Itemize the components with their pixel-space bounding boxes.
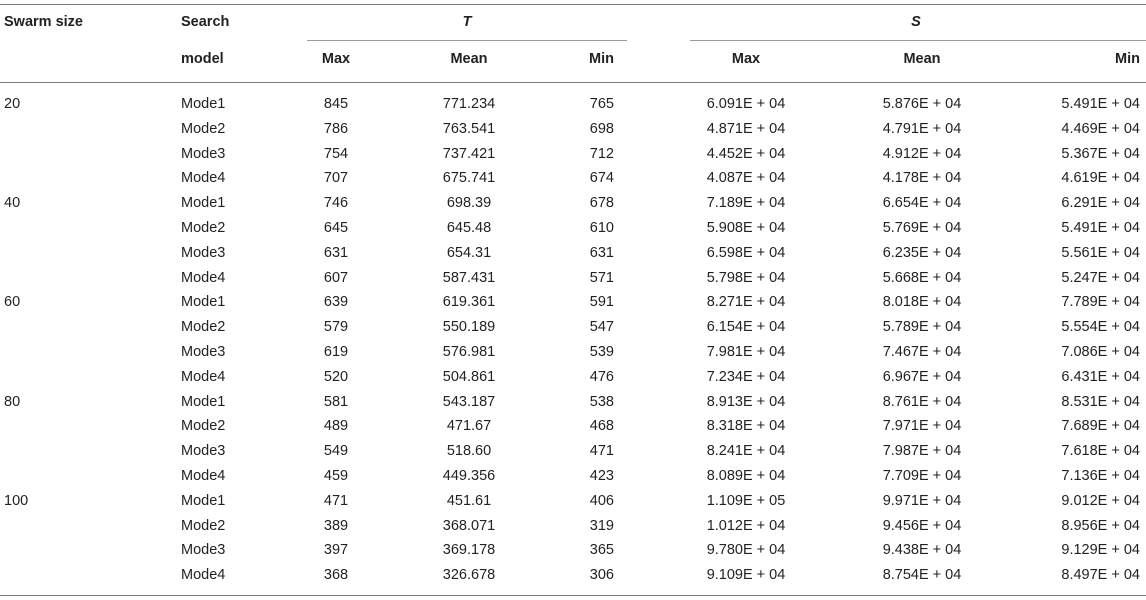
- cell-t-min: 406: [589, 492, 614, 509]
- cell-t-max: 754: [323, 145, 349, 162]
- group-s-rule: [690, 40, 1146, 41]
- cell-s-max: 5.908E + 04: [706, 220, 786, 236]
- cell-s-mean: 4.178E + 04: [882, 170, 962, 187]
- header-model: model: [181, 51, 224, 67]
- cell-search-model: Mode2: [181, 319, 226, 336]
- cell-s-max: 4.087E + 04: [706, 170, 786, 187]
- cell-t-mean: 449.356: [442, 468, 496, 484]
- cell-t-min: 319: [589, 517, 614, 534]
- cell-t-mean: 543.187: [442, 393, 496, 410]
- cell-t-max: 639: [323, 294, 349, 311]
- cell-search-model: Mode1: [181, 294, 226, 311]
- cell-s-mean: 7.987E + 04: [882, 443, 962, 460]
- cell-s-mean: 5.668E + 04: [882, 269, 962, 286]
- cell-s-max: 4.871E + 04: [706, 120, 786, 137]
- cell-s-max: 7.981E + 04: [706, 344, 786, 360]
- cell-s-min: 8.956E + 04: [1061, 517, 1140, 534]
- cell-t-min: 365: [589, 542, 614, 559]
- cell-s-mean: 9.971E + 04: [882, 492, 962, 509]
- cell-search-model: Mode3: [181, 344, 226, 360]
- cell-search-model: Mode1: [181, 393, 226, 410]
- cell-t-max: 619: [323, 344, 349, 360]
- cell-s-mean: 6.654E + 04: [882, 195, 962, 212]
- cell-t-min: 539: [589, 344, 614, 360]
- cell-t-min: 571: [589, 269, 614, 286]
- cell-s-max: 8.241E + 04: [706, 443, 786, 460]
- cell-s-max: 8.318E + 04: [706, 418, 786, 435]
- cell-t-mean: 654.31: [446, 244, 492, 261]
- cell-s-max: 5.798E + 04: [706, 269, 786, 286]
- cell-t-min: 631: [589, 244, 614, 261]
- cell-t-mean: 369.178: [442, 542, 496, 559]
- cell-t-max: 389: [323, 517, 349, 534]
- cell-t-mean: 504.861: [442, 368, 496, 385]
- cell-t-max: 746: [323, 195, 349, 212]
- cell-t-max: 471: [323, 492, 349, 509]
- top-rule: [0, 4, 1146, 5]
- cell-t-max: 397: [323, 542, 349, 559]
- cell-s-min: 7.618E + 04: [1061, 443, 1140, 460]
- cell-t-mean: 587.431: [442, 269, 496, 286]
- cell-s-min: 5.367E + 04: [1061, 145, 1140, 162]
- cell-s-min: 5.554E + 04: [1061, 319, 1140, 336]
- cell-t-mean: 550.189: [442, 319, 496, 336]
- cell-s-mean: 7.709E + 04: [882, 468, 962, 484]
- cell-s-min: 4.619E + 04: [1061, 170, 1140, 187]
- cell-t-min: 471: [589, 443, 614, 460]
- cell-s-max: 4.452E + 04: [706, 145, 786, 162]
- cell-s-max: 6.598E + 04: [706, 244, 786, 261]
- cell-t-mean: 471.67: [446, 418, 492, 435]
- cell-t-min: 674: [589, 170, 614, 187]
- cell-s-max: 8.271E + 04: [706, 294, 786, 311]
- header-s-min: Min: [1115, 51, 1140, 67]
- cell-s-max: 8.089E + 04: [706, 468, 786, 484]
- cell-t-max: 579: [323, 319, 349, 336]
- cell-t-mean: 619.361: [442, 294, 496, 311]
- cell-s-max: 6.091E + 04: [706, 96, 786, 112]
- header-search: Search: [181, 14, 230, 30]
- cell-search-model: Mode2: [181, 120, 226, 137]
- cell-search-model: Mode3: [181, 145, 226, 162]
- header-t-mean: Mean: [450, 51, 488, 67]
- cell-s-min: 6.291E + 04: [1061, 195, 1140, 212]
- cell-search-model: Mode4: [181, 269, 226, 286]
- cell-t-mean: 737.421: [442, 145, 496, 162]
- cell-s-max: 1.012E + 04: [706, 517, 786, 534]
- cell-s-min: 6.431E + 04: [1061, 368, 1140, 385]
- cell-s-min: 7.789E + 04: [1061, 294, 1140, 311]
- cell-t-min: 591: [589, 294, 614, 311]
- cell-t-min: 547: [589, 319, 614, 336]
- cell-t-mean: 451.61: [446, 492, 492, 509]
- cell-t-mean: 326.678: [442, 567, 496, 584]
- cell-s-mean: 8.754E + 04: [882, 567, 962, 584]
- cell-search-model: Mode1: [181, 492, 226, 509]
- cell-t-min: 538: [589, 393, 614, 410]
- cell-s-mean: 5.789E + 04: [882, 319, 962, 336]
- group-t-rule: [307, 40, 627, 41]
- cell-s-mean: 5.876E + 04: [882, 96, 962, 112]
- cell-t-max: 459: [323, 468, 349, 484]
- cell-t-min: 468: [589, 418, 614, 435]
- cell-s-min: 4.469E + 04: [1061, 120, 1140, 137]
- cell-search-model: Mode3: [181, 244, 226, 261]
- cell-s-mean: 7.467E + 04: [882, 344, 962, 360]
- cell-t-max: 845: [323, 96, 349, 112]
- cell-s-min: 5.491E + 04: [1061, 96, 1140, 112]
- header-group-s: S: [911, 14, 921, 30]
- cell-s-max: 9.780E + 04: [706, 542, 786, 559]
- cell-t-mean: 645.48: [446, 220, 492, 236]
- cell-swarm-size: 100: [4, 492, 29, 509]
- cell-s-min: 9.012E + 04: [1061, 492, 1140, 509]
- cell-t-max: 786: [323, 120, 349, 137]
- cell-t-max: 549: [323, 443, 349, 460]
- cell-s-min: 9.129E + 04: [1061, 542, 1140, 559]
- cell-search-model: Mode4: [181, 567, 226, 584]
- cell-search-model: Mode4: [181, 468, 226, 484]
- header-s-max: Max: [731, 51, 761, 67]
- header-t-min: Min: [589, 51, 614, 67]
- cell-search-model: Mode1: [181, 96, 226, 112]
- cell-s-mean: 9.456E + 04: [882, 517, 962, 534]
- header-s-mean: Mean: [903, 51, 941, 67]
- cell-t-max: 581: [323, 393, 349, 410]
- cell-s-min: 5.561E + 04: [1061, 244, 1140, 261]
- cell-search-model: Mode4: [181, 368, 226, 385]
- cell-s-max: 9.109E + 04: [706, 567, 786, 584]
- cell-t-max: 631: [323, 244, 349, 261]
- cell-t-min: 698: [589, 120, 614, 137]
- cell-s-mean: 4.912E + 04: [882, 145, 962, 162]
- header-t-max: Max: [321, 51, 351, 67]
- cell-s-mean: 5.769E + 04: [882, 220, 962, 236]
- cell-s-mean: 8.018E + 04: [882, 294, 962, 311]
- cell-t-max: 607: [323, 269, 349, 286]
- cell-t-min: 765: [589, 96, 614, 112]
- cell-t-min: 678: [589, 195, 614, 212]
- cell-s-mean: 6.967E + 04: [882, 368, 962, 385]
- cell-s-min: 8.497E + 04: [1061, 567, 1140, 584]
- cell-s-min: 7.086E + 04: [1061, 344, 1140, 360]
- cell-swarm-size: 80: [4, 393, 21, 410]
- cell-search-model: Mode3: [181, 542, 226, 559]
- cell-t-mean: 675.741: [442, 170, 496, 187]
- cell-search-model: Mode1: [181, 195, 226, 212]
- cell-search-model: Mode2: [181, 220, 226, 236]
- cell-t-min: 306: [589, 567, 614, 584]
- cell-s-min: 5.491E + 04: [1061, 220, 1140, 236]
- cell-s-mean: 9.438E + 04: [882, 542, 962, 559]
- cell-s-max: 7.234E + 04: [706, 368, 786, 385]
- cell-swarm-size: 60: [4, 294, 21, 311]
- cell-t-mean: 518.60: [446, 443, 492, 460]
- cell-t-max: 489: [323, 418, 349, 435]
- cell-s-max: 8.913E + 04: [706, 393, 786, 410]
- cell-s-max: 7.189E + 04: [706, 195, 786, 212]
- cell-t-min: 423: [589, 468, 614, 484]
- cell-s-min: 8.531E + 04: [1061, 393, 1140, 410]
- cell-t-min: 610: [589, 220, 614, 236]
- cell-t-mean: 763.541: [442, 120, 496, 137]
- cell-t-min: 476: [589, 368, 614, 385]
- cell-t-mean: 576.981: [442, 344, 496, 360]
- header-group-t: T: [462, 14, 472, 30]
- cell-search-model: Mode2: [181, 418, 226, 435]
- cell-t-mean: 368.071: [442, 517, 496, 534]
- cell-t-max: 520: [323, 368, 349, 385]
- cell-t-max: 707: [323, 170, 349, 187]
- cell-s-mean: 6.235E + 04: [882, 244, 962, 261]
- cell-s-min: 5.247E + 04: [1061, 269, 1140, 286]
- cell-search-model: Mode3: [181, 443, 226, 460]
- header-bottom-rule: [0, 82, 1146, 83]
- cell-s-min: 7.689E + 04: [1061, 418, 1140, 435]
- cell-t-mean: 771.234: [442, 96, 496, 112]
- cell-s-max: 6.154E + 04: [706, 319, 786, 336]
- cell-swarm-size: 40: [4, 195, 21, 212]
- table-bottom-rule: [0, 595, 1146, 596]
- cell-t-max: 368: [323, 567, 349, 584]
- cell-swarm-size: 20: [4, 96, 21, 112]
- header-swarm-size: Swarm size: [4, 14, 83, 30]
- cell-s-mean: 4.791E + 04: [882, 120, 962, 137]
- cell-t-min: 712: [589, 145, 614, 162]
- cell-s-mean: 8.761E + 04: [882, 393, 962, 410]
- cell-search-model: Mode2: [181, 517, 226, 534]
- cell-s-max: 1.109E + 05: [706, 492, 786, 509]
- cell-search-model: Mode4: [181, 170, 226, 187]
- cell-s-mean: 7.971E + 04: [882, 418, 962, 435]
- cell-t-mean: 698.39: [446, 195, 492, 212]
- cell-t-max: 645: [323, 220, 349, 236]
- cell-s-min: 7.136E + 04: [1061, 468, 1140, 484]
